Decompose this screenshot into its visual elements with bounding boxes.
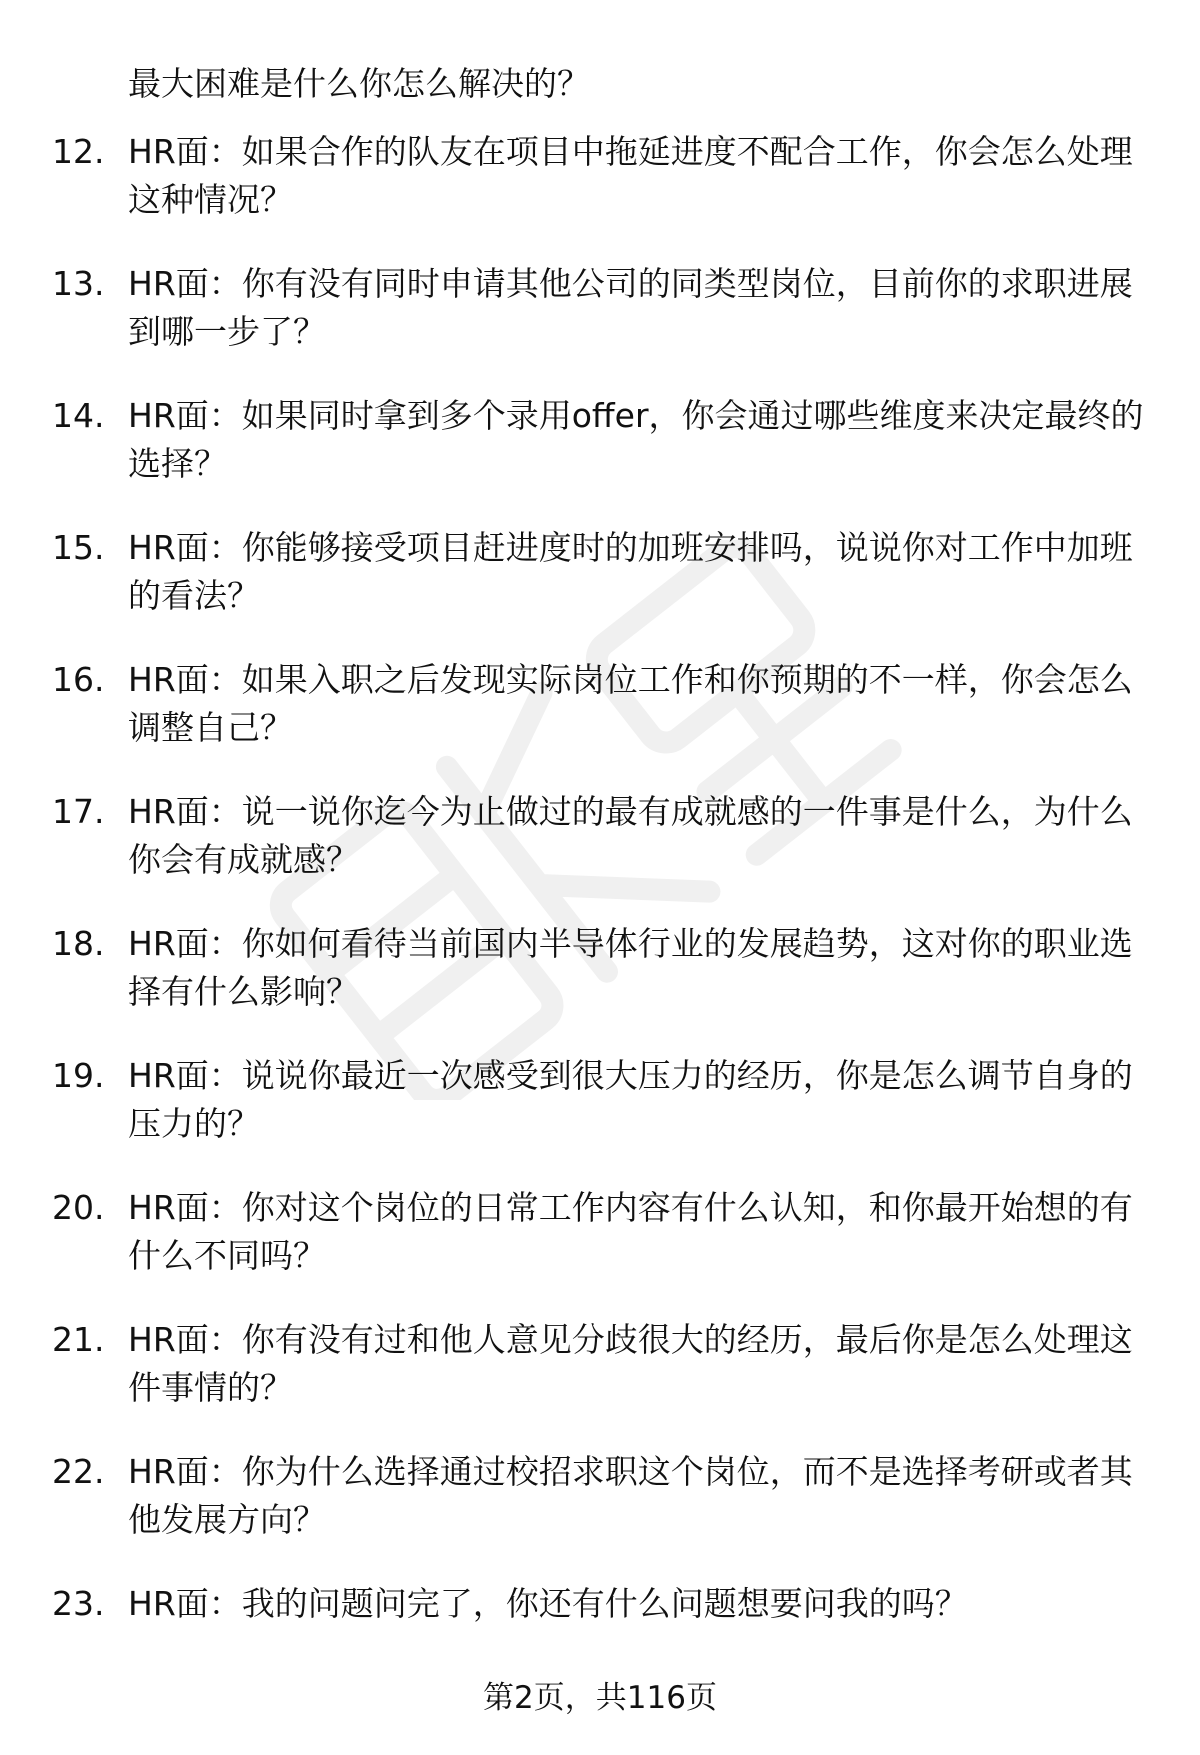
item-text: HR面：说说你最近一次感受到很大压力的经历，你是怎么调节自身的压力的？	[128, 1056, 1133, 1143]
item-number: 21.	[52, 1320, 105, 1359]
previous-question-continuation: 最大困难是什么你怎么解决的？	[128, 64, 590, 103]
item-number: 15.	[52, 528, 105, 567]
item-number: 19.	[52, 1056, 105, 1095]
item-text: HR面：我的问题问完了，你还有什么问题想要问我的吗？	[128, 1584, 968, 1623]
item-number: 12.	[52, 132, 105, 171]
item-number: 16.	[52, 660, 105, 699]
item-number: 20.	[52, 1188, 105, 1227]
item-number: 22.	[52, 1452, 105, 1491]
item-text: HR面：你有没有过和他人意见分歧很大的经历，最后你是怎么处理这件事情的？	[128, 1320, 1133, 1407]
item-text: HR面：说一说你迄今为止做过的最有成就感的一件事是什么，为什么你会有成就感？	[128, 792, 1133, 879]
item-text: HR面：你为什么选择通过校招求职这个岗位，而不是选择考研或者其他发展方向？	[128, 1452, 1133, 1539]
item-number: 13.	[52, 264, 105, 303]
item-number: 18.	[52, 924, 105, 963]
item-text: HR面：如果入职之后发现实际岗位工作和你预期的不一样，你会怎么调整自己？	[128, 660, 1133, 747]
item-text: HR面：你对这个岗位的日常工作内容有什么认知，和你最开始想的有什么不同吗？	[128, 1188, 1133, 1275]
item-text: HR面：你有没有同时申请其他公司的同类型岗位，目前你的求职进展到哪一步了？	[128, 264, 1133, 351]
item-text: HR面：你如何看待当前国内半导体行业的发展趋势，这对你的职业选择有什么影响？	[128, 924, 1133, 1011]
item-number: 14.	[52, 396, 105, 435]
item-number: 23.	[52, 1584, 105, 1623]
item-number: 17.	[52, 792, 105, 831]
item-text: HR面：如果合作的队友在项目中拖延进度不配合工作，你会怎么处理这种情况？	[128, 132, 1133, 219]
page-footer: 第2页，共116页	[483, 1680, 717, 1716]
item-text: HR面：如果同时拿到多个录用offer，你会通过哪些维度来决定最终的选择？	[128, 396, 1144, 483]
item-text: HR面：你能够接受项目赶进度时的加班安排吗，说说你对工作中加班的看法？	[128, 528, 1133, 615]
